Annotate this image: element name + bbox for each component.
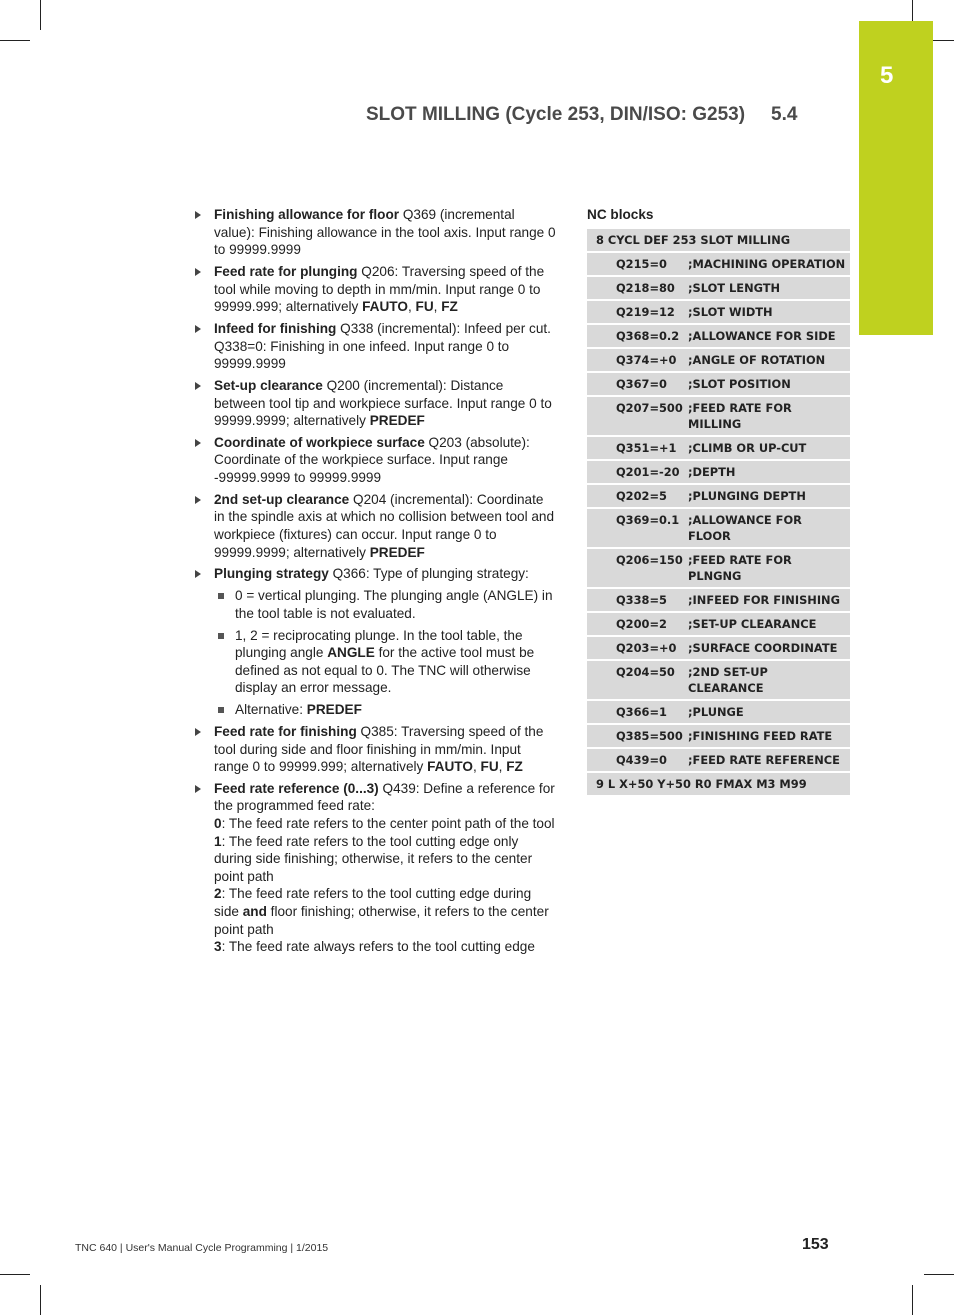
square-bullet-icon xyxy=(218,593,224,599)
nc-row xyxy=(587,437,850,461)
param-term: Infeed for finishing xyxy=(214,320,337,336)
keyword: FZ xyxy=(506,759,523,775)
sub-item xyxy=(195,701,557,719)
nc-param: Q367=0 xyxy=(587,373,688,397)
nc-comment: ;PLUNGE xyxy=(688,701,850,725)
nc-row xyxy=(587,661,850,701)
option-text: : The feed rate refers to the tool cutting edge only during side finishing; otherwise, it refers to the center point path xyxy=(214,833,533,884)
nc-comment: ;CLIMB OR UP-CUT xyxy=(688,437,850,461)
nc-blocks-title: NC blocks xyxy=(587,207,654,222)
keyword: FU xyxy=(480,759,499,775)
nc-row xyxy=(587,373,850,397)
square-bullet-icon xyxy=(218,707,224,713)
nc-row xyxy=(587,749,850,773)
param-term: Finishing allowance for floor xyxy=(214,207,400,222)
nc-block-first: 8 CYCL DEF 253 SLOT MILLING xyxy=(587,229,850,253)
nc-comment: ;DEPTH xyxy=(688,461,850,485)
nc-row xyxy=(587,509,850,549)
nc-row xyxy=(587,701,850,725)
separator: , xyxy=(472,759,481,775)
nc-row xyxy=(587,301,850,325)
crop-mark xyxy=(0,1274,30,1275)
nc-comment: ;2ND SET-UP CLEARANCE xyxy=(688,661,850,701)
arrow-icon xyxy=(195,785,201,793)
nc-row xyxy=(587,253,850,277)
keyword: FZ xyxy=(441,299,458,315)
nc-param: Q369=0.1 xyxy=(587,509,688,549)
option-number: 3 xyxy=(214,939,222,955)
arrow-icon xyxy=(195,382,201,390)
nc-row xyxy=(587,349,850,373)
keyword: ANGLE xyxy=(327,645,375,661)
nc-param: Q202=5 xyxy=(587,485,688,509)
nc-comment: ;INFEED FOR FINISHING xyxy=(688,589,850,613)
nc-row xyxy=(587,725,850,749)
keyword: FAUTO xyxy=(427,759,473,775)
nc-param: Q215=0 xyxy=(587,253,688,277)
param-text: Q203 (absolute): Coordinate of the workpiece surface. Input range -99999.9999 to 99999.9999 xyxy=(214,434,530,486)
nc-comment: ;MACHINING OPERATION xyxy=(688,253,850,277)
arrow-icon xyxy=(195,570,201,578)
page-number: 153 xyxy=(802,1236,829,1253)
option-text: : The feed rate refers to the tool cutting edge during side xyxy=(214,886,532,920)
chapter-tab xyxy=(859,21,933,335)
nc-comment: ;ALLOWANCE FOR FLOOR xyxy=(688,509,850,549)
param-term: Feed rate for finishing xyxy=(214,723,357,739)
sub-text: 0 = vertical plunging. The plunging angle (ANGLE) in the tool table is not evaluated. xyxy=(235,588,553,621)
nc-param: Q204=50 xyxy=(587,661,688,701)
param-item xyxy=(195,565,557,583)
nc-comment: ;SLOT LENGTH xyxy=(688,277,850,301)
param-text: Q206: Traversing speed of the tool while moving to depth in mm/min. Input range 0 to 99999.999; alternatively xyxy=(214,263,545,315)
param-term: 2nd set-up clearance xyxy=(214,491,350,507)
param-text: Q366: Type of plunging strategy: xyxy=(328,566,529,582)
sub-item xyxy=(195,587,557,622)
keyword: PREDEF xyxy=(369,544,425,560)
nc-param: Q385=500 xyxy=(587,725,688,749)
param-text: Q439: Define a reference for the programmed feed rate: xyxy=(214,780,555,814)
param-item xyxy=(195,377,557,430)
nc-param: Q338=5 xyxy=(587,589,688,613)
keyword: PREDEF xyxy=(306,702,362,718)
header-section: 5.4 xyxy=(771,104,798,125)
nc-param: Q351=+1 xyxy=(587,437,688,461)
param-term: Coordinate of workpiece surface xyxy=(214,434,425,450)
nc-blocks-table xyxy=(587,229,850,797)
nc-param: Q374=+0 xyxy=(587,349,688,373)
option-text: floor finishing; otherwise, it refers to the center point path xyxy=(214,904,549,937)
crop-mark xyxy=(924,1274,954,1275)
nc-row xyxy=(587,549,850,589)
square-bullet-icon xyxy=(218,633,224,639)
nc-row xyxy=(587,461,850,485)
nc-comment: ;ALLOWANCE FOR SIDE xyxy=(688,325,850,349)
nc-param: Q206=150 xyxy=(587,549,688,589)
separator: , xyxy=(433,299,442,315)
nc-row-first xyxy=(587,229,850,253)
nc-param: Q203=+0 xyxy=(587,637,688,661)
param-text: Q369 (incremental value): Finishing allowance in the tool axis. Input range 0 to 99999.9999 xyxy=(214,207,556,258)
param-text: Q385: Traversing speed of the tool during side and floor finishing in mm/min. Input range 0 to 99999.999; alternatively xyxy=(214,723,544,775)
option-number: 2 xyxy=(214,886,222,902)
keyword: FU xyxy=(415,299,434,315)
nc-comment: ;SLOT WIDTH xyxy=(688,301,850,325)
nc-row xyxy=(587,613,850,637)
option-number: 1 xyxy=(214,833,222,849)
nc-row xyxy=(587,325,850,349)
option-number: 0 xyxy=(214,816,222,832)
page-header xyxy=(366,104,797,126)
arrow-icon xyxy=(195,728,201,736)
nc-param: Q200=2 xyxy=(587,613,688,637)
nc-row xyxy=(587,485,850,509)
nc-comment: ;SLOT POSITION xyxy=(688,373,850,397)
nc-param: Q218=80 xyxy=(587,277,688,301)
param-item xyxy=(195,491,557,561)
arrow-icon xyxy=(195,325,201,333)
nc-comment: ;FEED RATE REFERENCE xyxy=(688,749,850,773)
sub-text: 1, 2 = reciprocating plunge. In the tool table, the plunging angle xyxy=(235,627,523,661)
keyword: PREDEF xyxy=(369,413,425,429)
nc-param: Q366=1 xyxy=(587,701,688,725)
param-item xyxy=(195,780,557,956)
nc-comment: ;SURFACE COORDINATE xyxy=(688,637,850,661)
footer-text: TNC 640 | User's Manual Cycle Programming | 1/2015 xyxy=(75,1242,329,1254)
option-text: : The feed rate refers to the center point path of the tool xyxy=(221,816,555,832)
param-text: Q338 (incremental): Infeed per cut. Q338=0: Finishing in one infeed. Input range 0 to 99999.9999 xyxy=(214,320,551,372)
keyword: FAUTO xyxy=(362,299,408,315)
param-item xyxy=(195,263,557,316)
nc-param: Q368=0.2 xyxy=(587,325,688,349)
arrow-icon xyxy=(195,211,201,219)
nc-comment: ;SET-UP CLEARANCE xyxy=(688,613,850,637)
nc-comment: ;ANGLE OF ROTATION xyxy=(688,349,850,373)
nc-param: Q201=-20 xyxy=(587,461,688,485)
header-title: SLOT MILLING (Cycle 253, DIN/ISO: G253) xyxy=(366,104,746,125)
param-term: Feed rate for plunging xyxy=(214,263,358,279)
arrow-icon xyxy=(195,439,201,447)
arrow-icon xyxy=(195,268,201,276)
separator: , xyxy=(407,299,416,315)
keyword: and xyxy=(242,904,267,920)
sub-text: Alternative: xyxy=(235,702,307,718)
nc-param: Q219=12 xyxy=(587,301,688,325)
sub-text: for the active tool must be defined as not equal to 0. The TNC will otherwise display an error message. xyxy=(235,645,535,696)
nc-comment: ;FINISHING FEED RATE xyxy=(688,725,850,749)
nc-block-last: 9 L X+50 Y+50 R0 FMAX M3 M99 xyxy=(587,773,850,797)
param-text: Q200 (incremental): Distance between tool tip and workpiece surface. Input range 0 to 99999.9999; alternatively xyxy=(214,377,552,429)
crop-mark xyxy=(40,0,41,30)
nc-row xyxy=(587,589,850,613)
crop-mark xyxy=(912,1285,913,1315)
nc-row xyxy=(587,397,850,437)
arrow-icon xyxy=(195,496,201,504)
chapter-number: 5 xyxy=(880,62,894,89)
nc-blocks-section xyxy=(587,206,850,797)
nc-param: Q207=500 xyxy=(587,397,688,437)
crop-mark xyxy=(40,1285,41,1315)
param-term: Plunging strategy xyxy=(214,566,329,582)
param-term: Feed rate reference (0...3) xyxy=(214,780,379,796)
parameter-list xyxy=(195,206,557,960)
nc-param: Q439=0 xyxy=(587,749,688,773)
nc-comment: ;FEED RATE FOR MILLING xyxy=(688,397,850,437)
separator: , xyxy=(498,759,507,775)
param-item xyxy=(195,434,557,487)
option-text: : The feed rate always refers to the tool cutting edge xyxy=(221,939,535,955)
nc-comment: ;FEED RATE FOR PLNGNG xyxy=(688,549,850,589)
param-item xyxy=(195,320,557,373)
nc-comment: ;PLUNGING DEPTH xyxy=(688,485,850,509)
nc-row-last xyxy=(587,773,850,797)
crop-mark xyxy=(0,40,30,41)
param-term: Set-up clearance xyxy=(214,377,323,393)
param-item xyxy=(195,723,557,776)
sub-item xyxy=(195,627,557,697)
param-item xyxy=(195,206,557,259)
param-text: Q204 (incremental): Coordinate in the spindle axis at which no collision between tool and workpiece (fixtures) can occur. Input range 0 to 99999.9999; alternatively xyxy=(214,491,555,560)
nc-row xyxy=(587,637,850,661)
nc-row xyxy=(587,277,850,301)
